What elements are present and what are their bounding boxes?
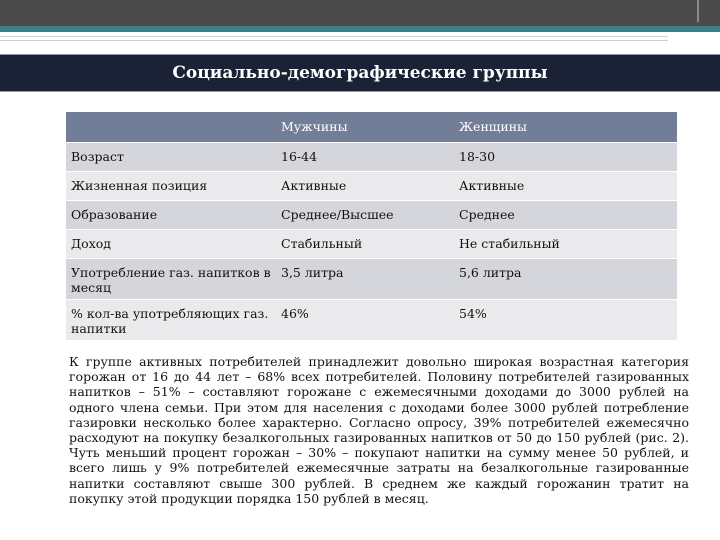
women-value: 54% xyxy=(454,300,677,341)
men-value: 46% xyxy=(276,300,454,341)
header-cell-women: Женщины xyxy=(454,112,677,143)
table-row xyxy=(66,259,677,300)
row-label: Доход xyxy=(66,230,276,259)
women-value: Среднее xyxy=(454,201,677,230)
men-value: 16-44 xyxy=(276,143,454,172)
row-label: Образование xyxy=(66,201,276,230)
row-label: Употребление газ. напитков в месяц xyxy=(66,259,276,300)
divider-line xyxy=(0,40,668,41)
table-row xyxy=(66,201,677,230)
table-header-row xyxy=(66,112,677,143)
women-value: 18-30 xyxy=(454,143,677,172)
divider-line xyxy=(0,36,668,37)
top-band xyxy=(0,0,720,26)
row-label: % кол-ва употребляющих газ. напитки xyxy=(66,300,276,341)
title-bar xyxy=(0,54,720,92)
men-value: Среднее/Высшее xyxy=(276,201,454,230)
women-value: 5,6 литра xyxy=(454,259,677,300)
row-label: Жизненная позиция xyxy=(66,172,276,201)
demographics-table xyxy=(66,111,677,340)
men-value: 3,5 литра xyxy=(276,259,454,300)
teal-accent-line xyxy=(0,26,720,32)
table-row xyxy=(66,143,677,172)
table-row xyxy=(66,230,677,259)
top-accent xyxy=(697,0,699,22)
body-paragraph: К группе активных потребителей принадлежит довольно широкая возрастная категория горожан от 16 до 44 лет – 68% всех потребителей. Половину потребителей газированных напитков – 51% – составляют горожане с ежемесячными доходами до 3000 рублей на одного члена семьи. При этом для населения с доходами более 3000 рублей потребление газировки несколько более характерно. Согласно опросу, 39% потребителей ежемесячно расходуют на покупку безалкогольных газированных напитков от 50 до 150 рублей (рис. 2). Чуть меньший процент горожан – 30% – покупают напитки на сумму менее 50 рублей, и всего лишь у 9% потребителей ежемесячные затраты на безалкогольные газированные напитки составляют свыше 300 рублей. В среднем же каждый горожанин тратит на покупку этой продукции порядка 150 рублей в месяц. xyxy=(69,354,689,506)
header-cell-men: Мужчины xyxy=(276,112,454,143)
women-value: Не стабильный xyxy=(454,230,677,259)
row-label: Возраст xyxy=(66,143,276,172)
men-value: Стабильный xyxy=(276,230,454,259)
slide-title: Социально-демографические группы xyxy=(172,63,548,83)
header-cell-empty xyxy=(66,112,276,143)
women-value: Активные xyxy=(454,172,677,201)
table-row xyxy=(66,172,677,201)
men-value: Активные xyxy=(276,172,454,201)
table-row xyxy=(66,300,677,341)
